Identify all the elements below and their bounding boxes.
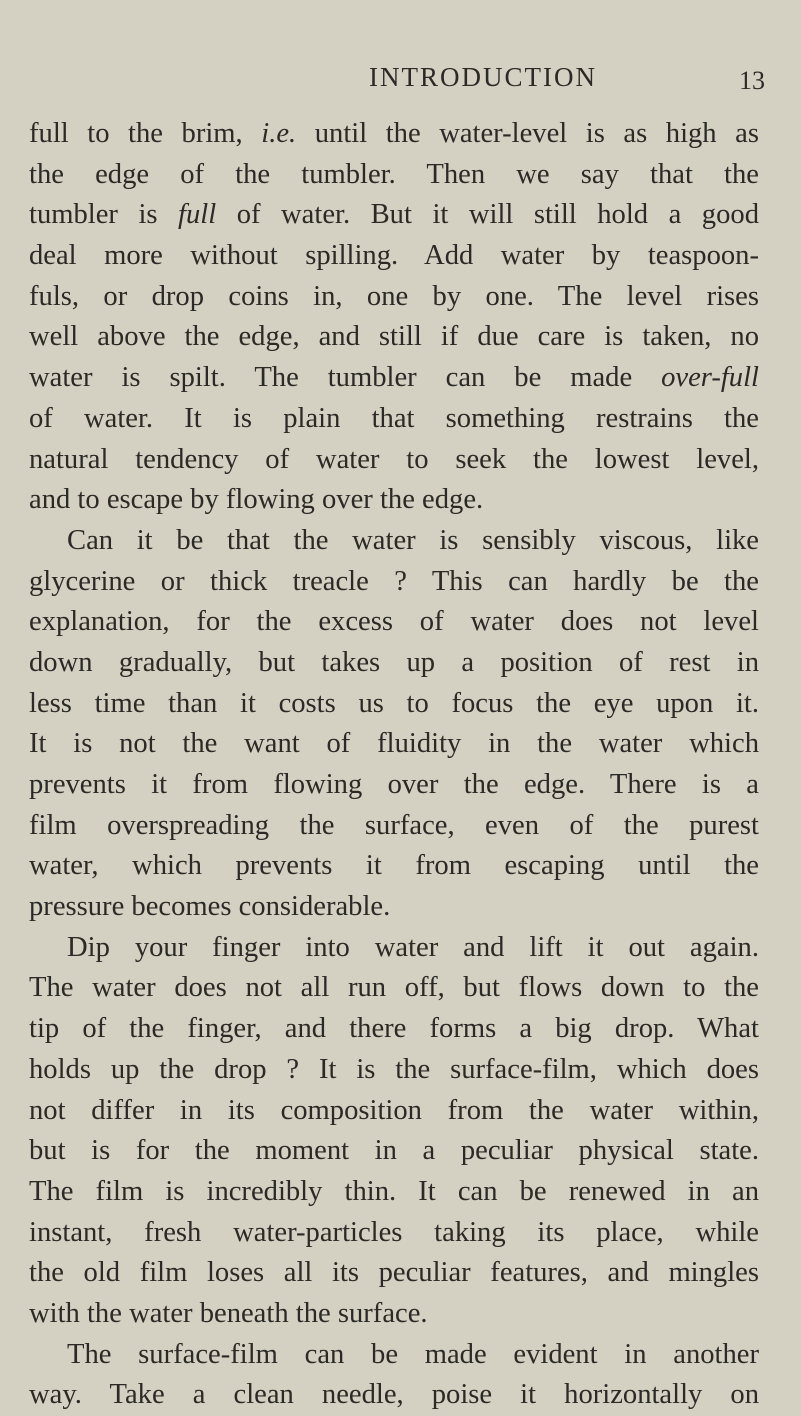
text-line: full to the brim, i.e. until the water-level is as high as xyxy=(29,118,759,149)
text-line: The film is incredibly thin. It can be renewed in an xyxy=(29,1175,759,1207)
text-line: tumbler is full of water. But it will still hold a good xyxy=(29,199,759,231)
text-line: not differ in its composition from the water within, xyxy=(29,1094,759,1126)
text-line: down gradually, but takes up a position of rest in xyxy=(29,646,759,678)
paragraph-end-line: with the water beneath the surface. xyxy=(29,1297,428,1329)
text-line: less time than it costs us to focus the eye upon it. xyxy=(29,687,759,719)
text-line: glycerine or thick treacle ? This can hardly be the xyxy=(29,565,759,597)
text-line: The water does not all run off, but flows down to the xyxy=(29,972,759,1004)
text-line: way. Take a clean needle, poise it horizontally on xyxy=(29,1379,759,1411)
text-line: the old film loses all its peculiar features, and mingles xyxy=(29,1257,759,1289)
text-line: water is spilt. The tumbler can be made over-full xyxy=(29,362,759,394)
text-line: instant, fresh water-particles taking its place, while xyxy=(29,1216,759,1248)
text-line: the edge of the tumbler. Then we say that the xyxy=(29,158,759,190)
chapter-title: INTRODUCTION xyxy=(369,62,597,92)
text-line: well above the edge, and still if due care is taken, no xyxy=(29,321,759,353)
text-line: explanation, for the excess of water does not level xyxy=(29,606,759,638)
text-line: deal more without spilling. Add water by teaspoon- xyxy=(29,240,759,272)
text-line: tip of the finger, and there forms a big drop. What xyxy=(29,1013,759,1045)
body-text xyxy=(29,114,759,1416)
paragraph-start-line: The surface-film can be made evident in another xyxy=(67,1338,759,1370)
paragraph-start-line: Can it be that the water is sensibly viscous, like xyxy=(67,524,759,556)
running-head xyxy=(0,62,801,102)
text-line: but is for the moment in a peculiar physical state. xyxy=(29,1135,759,1167)
paragraph-end-line: pressure becomes considerable. xyxy=(29,891,391,923)
text-line: of water. It is plain that something restrains the xyxy=(29,402,759,434)
text-line: prevents it from flowing over the edge. There is a xyxy=(29,769,759,800)
text-line: film overspreading the surface, even of the purest xyxy=(29,809,759,841)
text-line: water, which prevents it from escaping until the xyxy=(29,850,759,882)
paragraph-end-line: and to escape by flowing over the edge. xyxy=(29,484,484,516)
text-line: natural tendency of water to seek the lowest level, xyxy=(29,443,759,475)
text-line: It is not the want of fluidity in the water which xyxy=(29,728,759,760)
text-line: fuls, or drop coins in, one by one. The level rises xyxy=(29,280,759,312)
text-line: holds up the drop ? It is the surface-film, which does xyxy=(29,1053,759,1085)
page-number: 13 xyxy=(739,66,765,95)
paragraph-start-line: Dip your finger into water and lift it out again. xyxy=(67,931,759,963)
